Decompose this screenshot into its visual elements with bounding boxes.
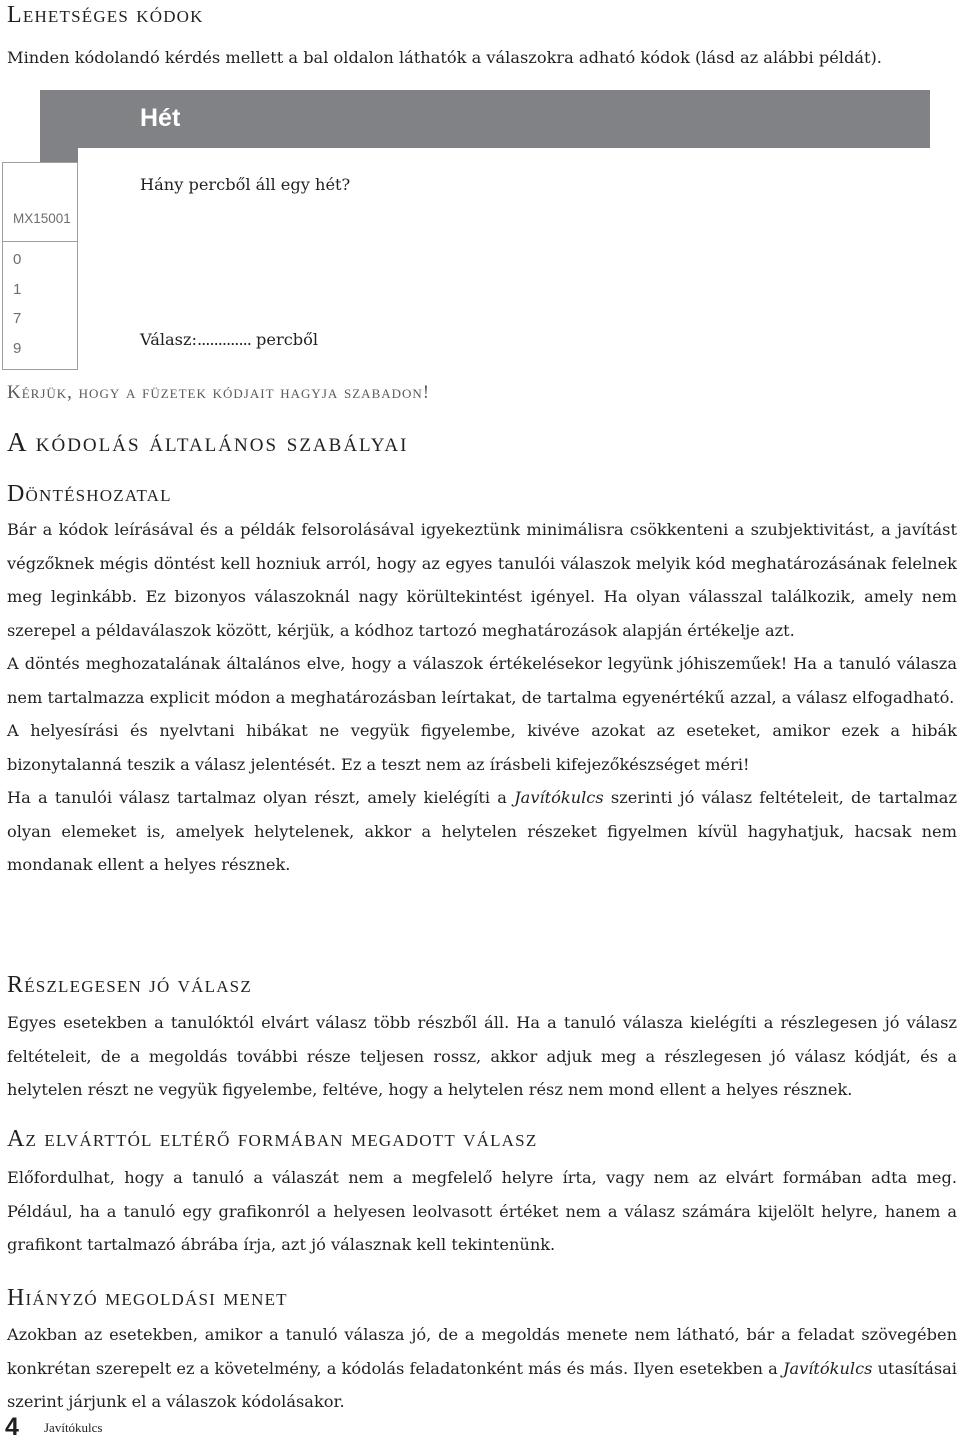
format-paragraph-1: Előfordulhat, hogy a tanuló a válaszát nem a megfelelő helyre írta, vagy nem az elvárt formában adta meg. Például, ha a tanuló egy grafikonról a helyesen leolvasott értéket nem a válasz számára kijelölt helyre, hanem a grafikont tartalmazó ábrába írja, azt jó válasznak kell tekintenünk. bbox=[7, 1168, 957, 1254]
partial-body bbox=[7, 1006, 957, 1107]
section-title-possible-codes: Lehetséges kódok bbox=[7, 2, 204, 28]
footer-label: Javítókulcs bbox=[44, 1420, 103, 1435]
decision-p4-part-a: Ha a tanulói válasz tartalmaz olyan részt, amely kielégíti a bbox=[7, 788, 515, 807]
code-values bbox=[13, 245, 21, 363]
section-title-missing: Hiányzó megoldási menet bbox=[7, 1285, 288, 1311]
missing-p1-part-a: Azokban az esetekben, amikor a tanuló válasza jó, de a megoldás menete nem látható, bár a feladat szövegében konkrétan szerepelt ez a követelmény, a kódolás feladatonként más és más. Ilyen esetekben a bbox=[7, 1325, 957, 1378]
missing-p1-part-b: utasításai szerint járjunk el a válaszok kódolásakor. bbox=[7, 1358, 957, 1411]
example-answer-line bbox=[140, 330, 318, 349]
main-title: A kódolás általános szabályai bbox=[7, 427, 409, 457]
section-title-format: Az elvárttól eltérő formában megadott válasz bbox=[7, 1126, 538, 1152]
decision-paragraph-2: A döntés meghozatalának általános elve, hogy a válaszok értékelésekor legyünk jóhiszeműek! Ha a tanuló válasza nem tartalmazza explicit módon a meghatározásban leírtakat, de tartalma egyenértékű azzal, a válasz elfogadható. bbox=[7, 654, 957, 707]
decision-body bbox=[7, 513, 957, 882]
decision-paragraph-1: Bár a kódok leírásával és a példák felsorolásával igyekeztünk minimálisra csökkenteni a szubjektivitást, a javítást végzőknek mégis döntést kell hozniuk arról, hogy az egyes tanulói válaszok melyik kód meghatározásának felelnek meg leginkább. Ez bizonyos válaszoknál nagy körültekintést igényel. Ha olyan válasszal találkozik, amely nem szerepel a példaválaszok között, kérjük, a kódhoz tartozó meghatározások alapján értékelje azt. bbox=[7, 520, 957, 640]
code-0[interactable]: 0 bbox=[13, 251, 22, 268]
partial-paragraph-1: Egyes esetekben a tanulóktól elvárt válasz több részből áll. Ha a tanuló válasza kielégíti a részlegesen jó válasz feltételeit, de a megoldás további része teljesen rossz, akkor adjuk meg a részlegesen jó válasz kódját, és a helytelen részt ne vegyük figyelembe, feltéve, hogy a helytelen rész nem mond ellent a helyes résznek. bbox=[7, 1013, 957, 1099]
decision-p4-part-b: szerinti jó válasz feltételeit, de tartalmaz olyan elemeket is, amelyek helytelenek, akkor a helytelen részeket figyelmen kívül hagyhatjuk, hacsak nem mondanak ellent a helyes résznek. bbox=[7, 788, 957, 874]
example-question: Hány percből áll egy hét? bbox=[140, 175, 351, 194]
decision-p4-emphasis: Javítókulcs bbox=[514, 788, 604, 807]
format-body bbox=[7, 1161, 957, 1262]
code-1[interactable]: 1 bbox=[13, 280, 22, 298]
intro-text: Minden kódolandó kérdés mellett a bal oldalon láthatók a válaszokra adható kódok (lásd az alábbi példát). bbox=[7, 48, 882, 67]
code-7[interactable]: 7 bbox=[13, 310, 22, 327]
code-divider bbox=[3, 241, 77, 242]
example-header-title: Hét bbox=[140, 104, 181, 132]
code-box bbox=[2, 162, 78, 370]
code-9[interactable]: 9 bbox=[13, 339, 22, 357]
answer-dots[interactable]: ............. bbox=[196, 330, 251, 349]
decision-paragraph-4 bbox=[7, 781, 957, 882]
section-title-partial: Részlegesen jó válasz bbox=[7, 972, 252, 998]
example-header-bar bbox=[40, 90, 930, 148]
notice-text: Kérjük, hogy a füzetek kódjait hagyja szabadon! bbox=[7, 382, 431, 403]
section-title-decision: Döntéshozatal bbox=[7, 481, 172, 507]
missing-p1-emphasis: Javítókulcs bbox=[782, 1358, 873, 1378]
answer-label: Válasz: bbox=[140, 330, 197, 349]
missing-paragraph-1 bbox=[7, 1318, 957, 1419]
page-number: 4 bbox=[5, 1413, 19, 1441]
decision-paragraph-3: A helyesírási és nyelvtani hibákat ne vegyük figyelembe, kivéve azokat az eseteket, amikor ezek a hibák bizonytalanná teszik a válasz jelentését. Ez a teszt nem az írásbeli kifejezőkészséget méri! bbox=[7, 721, 957, 774]
missing-body bbox=[7, 1318, 957, 1419]
item-code: MX15001 bbox=[13, 211, 71, 226]
example-header-tab bbox=[40, 148, 78, 162]
answer-unit: percből bbox=[256, 330, 319, 349]
